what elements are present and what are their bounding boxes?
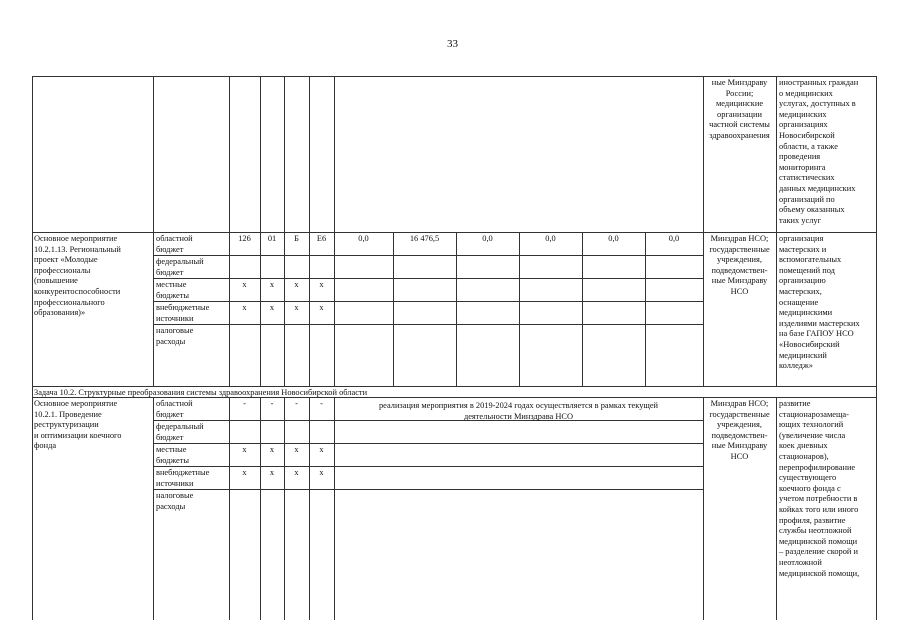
result-text: «Новосибирский bbox=[779, 340, 840, 349]
x-mark: x bbox=[269, 280, 275, 289]
funding-value: 0,0 bbox=[608, 234, 619, 243]
implementation-note: реализация мероприятия в 2019-2024 годах осуществляется в рамках текущей bbox=[378, 401, 659, 410]
executor-text: подведомствен- bbox=[711, 430, 768, 440]
result-text: профиля, развитие bbox=[779, 515, 846, 525]
result-text: службы неотложной bbox=[779, 526, 852, 536]
result-text: таких услуг bbox=[779, 215, 822, 225]
measure-name: 10.2.1. Проведение bbox=[34, 409, 102, 419]
executor-text: учреждения, bbox=[717, 420, 762, 430]
result-text: мастерских, bbox=[779, 287, 822, 296]
x-mark: x bbox=[294, 445, 299, 454]
executor-text: ные Минздраву bbox=[711, 78, 768, 87]
funding-source-label: бюджеты bbox=[156, 455, 190, 465]
executor-text: государственные bbox=[709, 409, 770, 419]
dash-mark: - bbox=[270, 399, 274, 408]
column-border bbox=[876, 76, 877, 386]
x-mark: x bbox=[242, 303, 247, 312]
result-text: койках того или иного bbox=[779, 505, 859, 514]
result-text: ющих технологий bbox=[779, 420, 844, 430]
measure-name: образования)» bbox=[34, 308, 86, 318]
result-text: проведения bbox=[779, 152, 821, 162]
row-border bbox=[32, 232, 876, 233]
result-text: статистических bbox=[779, 173, 835, 183]
column-border bbox=[776, 397, 777, 620]
column-border bbox=[582, 232, 583, 386]
funding-value: 0,0 bbox=[358, 234, 369, 243]
x-mark: x bbox=[269, 468, 275, 477]
funding-source-label: бюджет bbox=[156, 244, 184, 254]
column-border bbox=[456, 232, 457, 386]
result-text: иностранных граждан bbox=[779, 78, 859, 87]
result-text: коек дневных bbox=[779, 441, 828, 451]
funding-value: 0,0 bbox=[482, 234, 493, 243]
result-text: мониторинга bbox=[779, 162, 826, 172]
budget-code: 126 bbox=[238, 234, 251, 243]
funding-source-label: внебюджетные bbox=[156, 468, 210, 477]
funding-source-label: бюджеты bbox=[156, 290, 190, 300]
result-text: медицинский bbox=[779, 350, 827, 360]
column-border bbox=[309, 76, 310, 386]
result-text: организациях bbox=[779, 120, 828, 130]
funding-value: 0,0 bbox=[668, 234, 680, 243]
x-mark: x bbox=[319, 445, 324, 454]
row-border bbox=[32, 386, 876, 387]
result-text: стационарозамеща- bbox=[779, 409, 849, 419]
measure-name: проект «Молодые bbox=[34, 255, 98, 265]
executor-text: частной системы bbox=[709, 120, 770, 130]
x-mark: x bbox=[319, 303, 324, 312]
column-border bbox=[284, 76, 285, 386]
result-text: медицинской помощи bbox=[779, 536, 858, 546]
result-text: медицинских bbox=[779, 109, 827, 119]
result-text: оснащение bbox=[779, 297, 819, 307]
measure-name: 10.2.1.13. Региональный bbox=[34, 244, 121, 254]
x-mark: x bbox=[242, 445, 247, 454]
budget-code: Б bbox=[294, 234, 299, 243]
result-text: области, а также bbox=[779, 141, 838, 151]
executor-text: медицинские bbox=[715, 99, 764, 109]
measure-name: и оптимизации коечного bbox=[34, 430, 122, 440]
executor-text: учреждения, bbox=[717, 255, 762, 265]
funding-source-label: налоговые bbox=[156, 326, 194, 335]
funding-source-label: федеральный bbox=[156, 257, 204, 266]
x-mark: x bbox=[269, 445, 275, 454]
dash-mark: - bbox=[295, 399, 298, 408]
x-mark: x bbox=[319, 468, 324, 477]
result-text: услугах, доступных в bbox=[779, 99, 856, 109]
column-border bbox=[284, 397, 285, 620]
column-border bbox=[334, 397, 335, 620]
funding-row-border bbox=[153, 255, 703, 256]
funding-row-border bbox=[153, 301, 703, 302]
result-text: неотложной bbox=[779, 558, 822, 567]
result-text: организацию bbox=[779, 276, 826, 286]
executor-text: ные Минздраву bbox=[711, 441, 768, 451]
funding-source-label: внебюджетные bbox=[156, 303, 210, 312]
funding-value: 16 476,5 bbox=[409, 234, 440, 243]
funding-row-border bbox=[153, 278, 703, 279]
executor-text: подведомствен- bbox=[711, 265, 768, 275]
measure-name: Основное мероприятие bbox=[34, 234, 118, 243]
x-mark: x bbox=[242, 280, 247, 289]
funding-source-label: бюджет bbox=[156, 432, 184, 442]
result-text: Новосибирской bbox=[779, 131, 835, 140]
column-border bbox=[776, 76, 777, 386]
measure-name: профессионалы bbox=[34, 265, 91, 275]
funding-source-label: областной bbox=[156, 234, 193, 243]
column-border bbox=[519, 232, 520, 386]
executor-text: России; bbox=[725, 88, 754, 98]
funding-source-label: источники bbox=[156, 478, 194, 488]
funding-source-label: бюджет bbox=[156, 409, 184, 419]
result-text: на базе ГАПОУ НСО bbox=[779, 329, 854, 339]
result-text: существующего bbox=[779, 473, 837, 483]
table-top-border bbox=[32, 76, 876, 77]
funding-row-border bbox=[153, 466, 703, 467]
executor-text: государственные bbox=[709, 244, 770, 254]
result-text: стационаров), bbox=[779, 452, 829, 461]
column-border bbox=[645, 232, 646, 386]
result-text: коечного фонда с bbox=[779, 483, 841, 493]
executor-text: здравоохранения bbox=[709, 131, 770, 140]
funding-row-border bbox=[153, 324, 703, 325]
column-border bbox=[32, 76, 33, 386]
funding-source-label: расходы bbox=[156, 336, 186, 346]
result-text: изделиями мастерских bbox=[779, 318, 860, 328]
result-text: медицинской помощи, bbox=[779, 568, 860, 578]
dash-mark: - bbox=[243, 399, 246, 408]
column-border bbox=[334, 76, 335, 386]
result-text: колледж» bbox=[779, 361, 813, 371]
funding-source-label: областной bbox=[156, 399, 193, 408]
column-border bbox=[229, 76, 230, 386]
funding-row-border bbox=[153, 489, 703, 490]
funding-source-label: местные bbox=[156, 280, 187, 289]
result-text: (увеличение числа bbox=[779, 430, 846, 440]
column-border bbox=[153, 397, 154, 620]
page-number: 33 bbox=[447, 38, 458, 50]
column-border bbox=[876, 397, 877, 620]
result-text: развитие bbox=[779, 399, 811, 408]
column-border bbox=[309, 397, 310, 620]
x-mark: x bbox=[294, 303, 299, 312]
x-mark: x bbox=[294, 468, 299, 477]
executor-text: НСО bbox=[730, 452, 749, 461]
column-border bbox=[153, 76, 154, 386]
funding-value: 0,0 bbox=[545, 234, 556, 243]
executor-text: Минздрав НСО; bbox=[710, 399, 769, 408]
x-mark: x bbox=[294, 280, 299, 289]
implementation-note: деятельности Минздрава НСО bbox=[463, 411, 574, 421]
result-text: объему оказанных bbox=[779, 205, 845, 215]
result-text: о медицинских bbox=[779, 88, 833, 98]
measure-name: конкурентоспособности bbox=[34, 287, 121, 296]
result-text: организация bbox=[779, 234, 824, 243]
result-text: перепрофилирование bbox=[779, 462, 856, 472]
measure-name: профессионального bbox=[34, 297, 105, 307]
x-mark: x bbox=[269, 303, 275, 312]
executor-text: организации bbox=[717, 109, 762, 119]
x-mark: x bbox=[242, 468, 247, 477]
measure-name: реструктуризации bbox=[34, 420, 99, 430]
result-text: мастерских и bbox=[779, 244, 827, 254]
task-header: Задача 10.2. Структурные преобразования системы здравоохранения Новосибирской области bbox=[34, 388, 368, 397]
budget-code: 01 bbox=[267, 234, 277, 243]
funding-source-label: бюджет bbox=[156, 267, 184, 277]
funding-source-label: местные bbox=[156, 445, 187, 454]
funding-source-label: источники bbox=[156, 313, 194, 323]
executor-text: Минздрав НСО; bbox=[710, 234, 769, 243]
dash-mark: - bbox=[320, 399, 323, 408]
measure-name: фонда bbox=[34, 441, 57, 451]
budget-code: Е6 bbox=[316, 234, 327, 243]
column-border bbox=[260, 76, 261, 386]
funding-source-label: расходы bbox=[156, 501, 186, 511]
result-text: медицинскими bbox=[779, 308, 833, 318]
result-text: учетом потребности в bbox=[779, 494, 858, 504]
x-mark: x bbox=[319, 280, 324, 289]
executor-text: НСО bbox=[730, 287, 749, 296]
column-border bbox=[260, 397, 261, 620]
funding-row-border bbox=[153, 443, 703, 444]
result-text: организаций по bbox=[779, 194, 835, 204]
result-text: вспомогательных bbox=[779, 255, 842, 265]
result-text: помещений под bbox=[779, 265, 835, 275]
funding-source-label: налоговые bbox=[156, 491, 194, 500]
result-text: – разделение скорой и bbox=[779, 547, 858, 557]
measure-name: Основное мероприятие bbox=[34, 399, 118, 408]
funding-source-label: федеральный bbox=[156, 422, 204, 431]
measure-name: (повышение bbox=[34, 276, 78, 286]
column-border bbox=[32, 397, 33, 620]
executor-text: ные Минздраву bbox=[711, 276, 768, 286]
column-border bbox=[229, 397, 230, 620]
column-border bbox=[393, 232, 394, 386]
result-text: данных медицинских bbox=[779, 184, 856, 193]
